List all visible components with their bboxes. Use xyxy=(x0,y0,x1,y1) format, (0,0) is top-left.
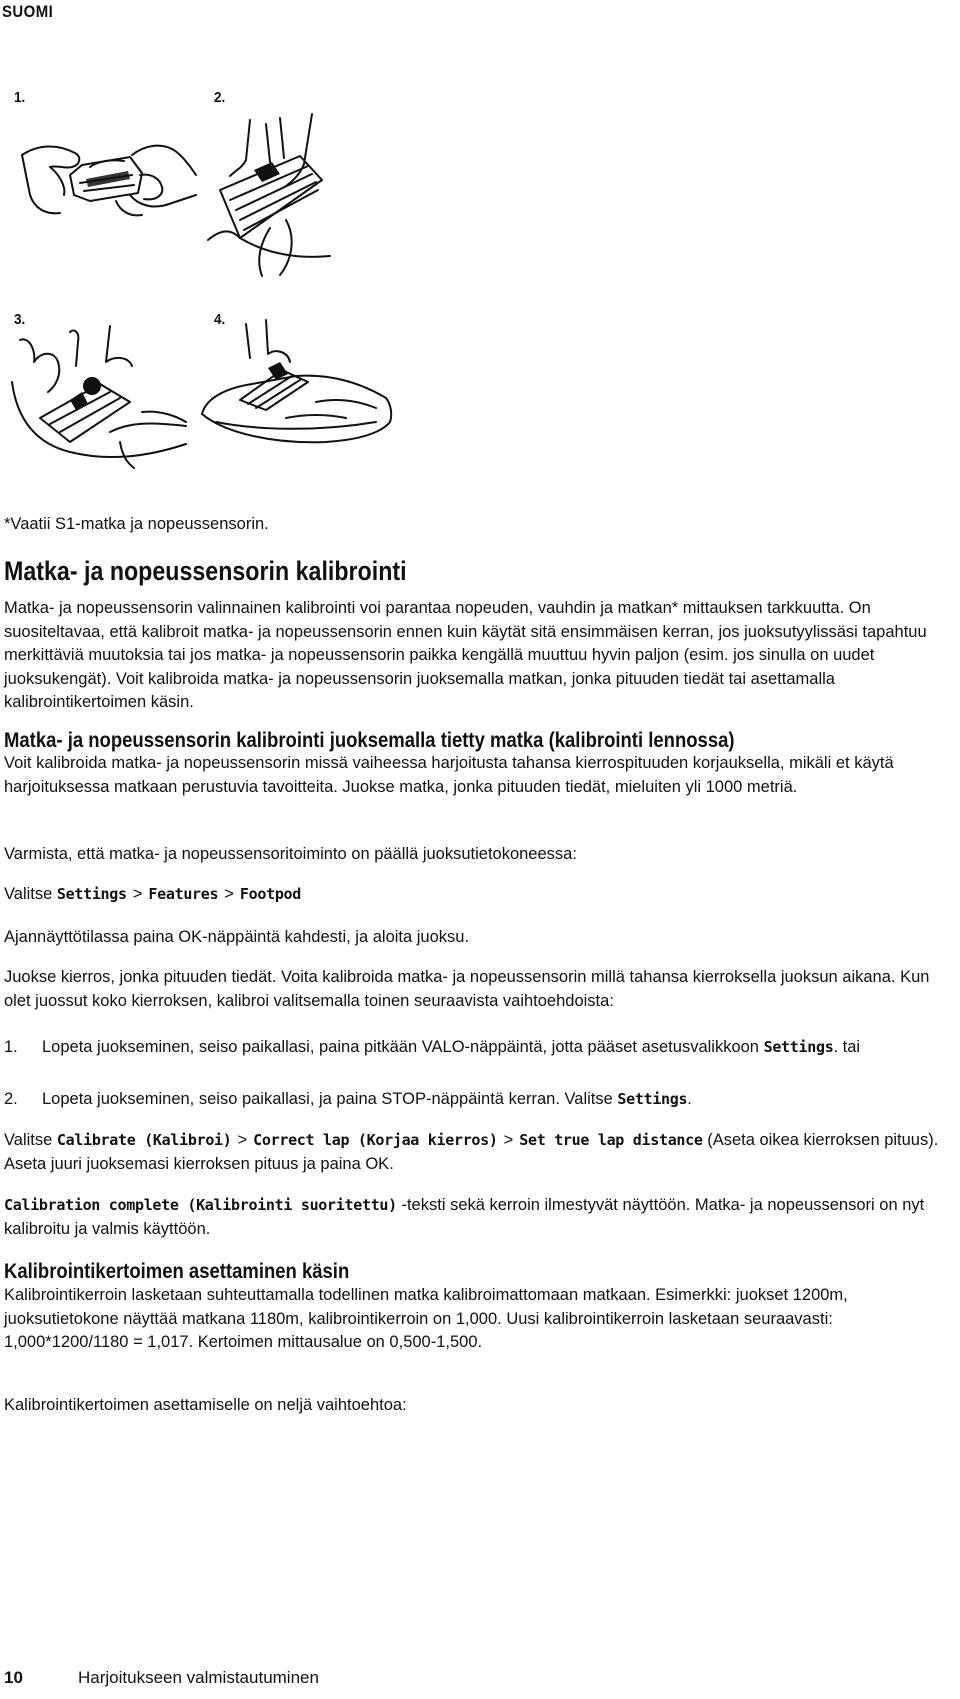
calibrate-instructions: Valitse Calibrate (Kalibroi) > Correct lap (Korjaa kierros) > Set true lap distance (Aseta oikea kierroksen pituus). Aseta juuri juoksemasi kierroksen pituus ja paina OK. xyxy=(4,1131,939,1173)
illustration-attach-sensor xyxy=(20,135,200,230)
subsection-title-on-the-fly: Matka- ja nopeussensorin kalibrointi juoksemalla tietty matka (kalibrointi lennossa) xyxy=(4,728,735,752)
subsection2-para2: Kalibrointikertoimen asettamiselle on neljä vaihtoehtoa: xyxy=(4,1396,407,1414)
footer-title: Harjoitukseen valmistautuminen xyxy=(78,1668,319,1687)
menu-separator: > xyxy=(224,885,234,903)
menu-separator: > xyxy=(503,1131,514,1149)
list-item xyxy=(4,1036,954,1084)
menu-calibrate: Calibrate (Kalibroi) xyxy=(56,1131,232,1149)
menu-separator: > xyxy=(132,885,143,903)
section-intro: Matka- ja nopeussensorin valinnainen kalibrointi voi parantaa nopeuden, vauhdin ja matkan* mittauksen tarkkuutta. On suositeltavaa, että kalibroit matka- ja nopeussensorin ennen kuin käytät sitä ensimmäisen kerran, jos juoksutyylissäsi tapahtuu merkittäviä muutoksia tai jos matka- ja nopeussensorin paikka kengällä muuttuu hyvin paljon (esim. jos sinulla on uudet juoksukengät). Voit kalibroida matka- ja nopeussensorin juoksemalla matkan, jonka pituuden tiedät tai asettamalla kalibrointikertoimen käsin. xyxy=(4,599,927,711)
section-title: Matka- ja nopeussensorin kalibrointi xyxy=(4,556,407,586)
select-prefix: Valitse xyxy=(4,885,57,903)
menu-set-true-lap-distance: Set true lap distance xyxy=(519,1131,703,1149)
menu-settings: Settings xyxy=(763,1038,834,1056)
subsection-title-manual: Kalibrointikertoimen asettaminen käsin xyxy=(4,1259,350,1283)
page-number: 10 xyxy=(4,1668,23,1687)
list-item-number: 1. xyxy=(4,1038,18,1056)
footnote: *Vaatii S1-matka ja nopeussensorin. xyxy=(4,515,269,533)
list-item-text: Lopeta juokseminen, seiso paikallasi, paina pitkään VALO-näppäintä, jotta pääset asetusvalikkoon Settings. tai xyxy=(42,1038,861,1056)
figure-3-number: 3. xyxy=(14,311,26,328)
menu-footpod: Footpod xyxy=(239,885,302,903)
menu-correct-lap: Correct lap (Korjaa kierros) xyxy=(253,1131,498,1149)
figure-4-number: 4. xyxy=(214,311,226,328)
subsection1-para3: Ajannäyttötilassa paina OK-näppäintä kahdesti, ja aloita juoksu. xyxy=(4,928,470,946)
menu-path-footpod xyxy=(4,883,954,907)
subsection1-para2: Varmista, että matka- ja nopeussensoritoiminto on päällä juoksutietokoneessa: xyxy=(4,845,577,863)
menu-calibration-complete: Calibration complete (Kalibrointi suoritettu) xyxy=(4,1196,397,1214)
illustration-lace-sensor xyxy=(200,110,340,280)
menu-features: Features xyxy=(148,885,219,903)
illustration-shoe-sensor xyxy=(196,318,396,450)
illustration-insert-sensor xyxy=(10,322,190,470)
menu-separator: > xyxy=(237,1131,248,1149)
figure-1-number: 1. xyxy=(14,89,26,106)
subsection1-para1: Voit kalibroida matka- ja nopeussensorin missä vaiheessa harjoitusta tahansa kierrospituuden korjauksella, mikäli et käytä harjoituksessa matkaan perustuvia tavoitteita. Juokse matka, jonka pituuden tiedät, mieluiten yli 1000 metriä. xyxy=(4,754,894,796)
calibration-complete-text: Calibration complete (Kalibrointi suoritettu) -teksti sekä kerroin ilmestyvät näyttöön. Matka- ja nopeussensori on nyt kalibroitu ja valmis käyttöön. xyxy=(4,1196,925,1238)
language-label: SUOMI xyxy=(2,2,54,21)
list-item-text: Lopeta juokseminen, seiso paikallasi, ja paina STOP-näppäintä kerran. Valitse Settings. xyxy=(42,1090,692,1108)
subsection1-para4: Juokse kierros, jonka pituuden tiedät. Voita kalibroida matka- ja nopeussensorin millä tahansa kierroksella juoksun aikana. Kun olet juossut koko kierroksen, kalibroi valitsemalla toinen seuraavista vaihtoehdoista: xyxy=(4,968,930,1010)
menu-settings: Settings xyxy=(56,885,127,903)
list-item xyxy=(4,1088,954,1112)
figure-2-number: 2. xyxy=(214,89,226,106)
menu-settings: Settings xyxy=(617,1090,688,1108)
list-item-number: 2. xyxy=(4,1090,18,1108)
subsection2-para1: Kalibrointikerroin lasketaan suhteuttamalla todellinen matka kalibroimattomaan matkaan. Esimerkki: juokset 1200m, juoksutietokone näyttää matkana 1180m, kalibrointikerroin on 1,000. Uusi kalibrointikerroin lasketaan seuraavasti: 1,000*1200/1180 = 1,017. Kertoimen mittausalue on 0,500-1,500. xyxy=(4,1286,848,1351)
